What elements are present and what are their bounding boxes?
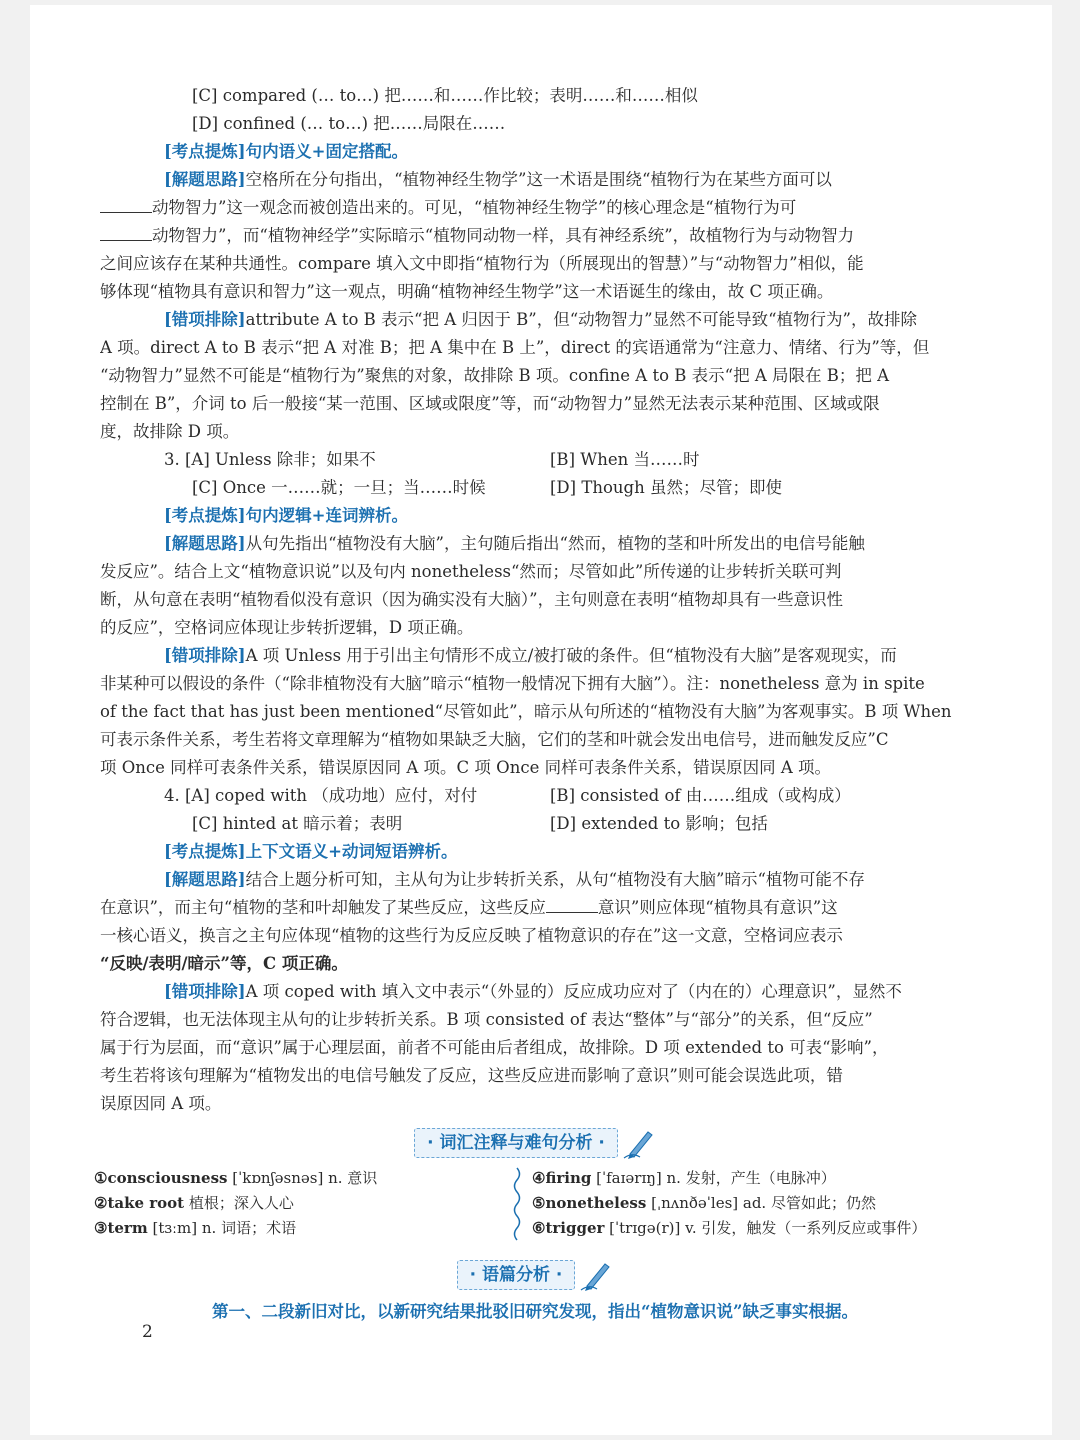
q3-option-c: [C] Once 一……就；一旦；当……时候 — [192, 478, 486, 497]
q2-cuoxiang-line-5: 度，故排除 D 项。 — [100, 422, 240, 441]
q4-jieti-line-1 — [100, 866, 970, 894]
jieti-tag: [解题思路] — [164, 170, 246, 189]
q4-jieti-line-2 — [100, 894, 970, 922]
cuoxiang-text: attribute A to B 表示“把 A 归因于 B”，但“动物智力”显然不可能导致“植物行为”，故排除 — [245, 310, 917, 329]
kaodian-tag: [考点提炼] — [164, 842, 246, 861]
q3-jieti-line-2: 发反应”。结合上文“植物意识说”以及句内 nonetheless“然而；尽管如此”所传递的让步转折关联可判 — [100, 562, 842, 581]
q4-jieti-line-4: “反映/表明/暗示”等，C 项正确。 — [100, 954, 348, 973]
q3-cuoxiang-line-3: of the fact that has just been mentioned“尽管如此”，暗示从句所述的“植物没有大脑”为客观事实。B 项 When — [100, 702, 952, 721]
q4-cuoxiang-line-1 — [100, 978, 970, 1006]
q4-kaodian — [100, 838, 970, 866]
vocab-def: [ˈtrɪgə(r)] v. 引发，触发（一系列反应或事件） — [604, 1219, 927, 1237]
vocab-left-column — [94, 1166, 502, 1250]
vocab-divider — [502, 1166, 532, 1250]
jieti-text: 从句先指出“植物没有大脑”，主句随后指出“然而，植物的茎和叶所发出的电信号能触 — [245, 534, 865, 553]
kaodian-tag: [考点提炼] — [164, 142, 246, 161]
vocab-item — [94, 1216, 502, 1241]
vocab-word: ④firing — [532, 1169, 592, 1187]
q4-option-b: [B] consisted of 由……组成（或构成） — [550, 786, 851, 805]
q3-option-a: 3. [A] Unless 除非；如果不 — [164, 450, 376, 469]
q2-jieti-line-4: 之间应该存在某种共通性。compare 填入文中即指“植物行为（所展现出的智慧）”与“动物智力”相似，能 — [100, 254, 864, 273]
q2-cuoxiang-line-1 — [100, 306, 970, 334]
q3-options-row-2 — [100, 474, 970, 502]
kaodian-text: 上下文语义+动词短语辨析。 — [245, 842, 458, 861]
jieti-tag: [解题思路] — [164, 534, 246, 553]
q3-jieti-line-4: 的反应”，空格词应体现让步转折逻辑，D 项正确。 — [100, 618, 474, 637]
kaodian-text: 句内逻辑+连词辨析。 — [245, 506, 408, 525]
q2-option-d: [D] confined (… to…) 把……局限在…… — [192, 114, 506, 133]
pen-icon — [622, 1126, 656, 1160]
jieti-text: 结合上题分析可知，主从句为让步转折关系，从句“植物没有大脑”暗示“植物可能不存 — [245, 870, 865, 889]
q3-option-b: [B] When 当……时 — [550, 450, 700, 469]
jieti-text: 在意识”，而主句“植物的茎和叶却触发了某些反应，这些反应 — [100, 898, 546, 917]
vocab-def: [ˈfaɪərɪŋ] n. 发射，产生（电脉冲） — [591, 1169, 836, 1187]
discourse-heading: · 语篇分析 · — [457, 1260, 576, 1290]
vocab-item — [532, 1166, 970, 1191]
q2-jieti-line-2 — [100, 194, 970, 222]
jieti-text: 动物智力”，而“植物神经学”实际暗示“植物同动物一样，具有神经系统”，故植物行为与动物智力 — [152, 226, 855, 245]
vocab-item — [532, 1191, 970, 1216]
q4-cuoxiang-line-2: 符合逻辑，也无法体现主从句的让步转折关系。B 项 consisted of 表达“整体”与“部分”的关系，但“反应” — [100, 1010, 873, 1029]
q2-cuoxiang-line-2: A 项。direct A to B 表示“把 A 对准 B；把 A 集中在 B 上”，direct 的宾语通常为“注意力、情绪、行为”等，但 — [100, 338, 930, 357]
vocab-word: ①consciousness — [94, 1169, 228, 1187]
vocab-word: ③term — [94, 1219, 148, 1237]
vocab-item — [532, 1216, 970, 1241]
q4-jieti-line-3: 一核心语义，换言之主句应体现“植物的这些行为反应反映了植物意识的存在”这一文意，空格词应表示 — [100, 926, 843, 945]
page-number: 2 — [142, 1322, 153, 1342]
vocab-word: ⑤nonetheless — [532, 1194, 647, 1212]
vocab-item — [94, 1191, 502, 1216]
q3-kaodian — [100, 502, 970, 530]
vocab-def: 植根；深入人心 — [184, 1194, 294, 1212]
q3-cuoxiang-line-2: 非某种可以假设的条件（“除非植物没有大脑”暗示“植物一般情况下拥有大脑”）。注：nonetheless 意为 in spite — [100, 674, 925, 693]
q3-cuoxiang-line-5: 项 Once 同样可表条件关系，错误原因同 A 项。C 项 Once 同样可表条件关系，错误原因同 A 项。 — [100, 758, 831, 777]
vocab-right-column — [532, 1166, 970, 1250]
kaodian-tag: [考点提炼] — [164, 506, 246, 525]
q4-cuoxiang-line-4: 考生若将该句理解为“植物发出的电信号触发了反应，这些反应进而影响了意识”则可能会误选此项，错 — [100, 1066, 843, 1085]
q2-kaodian — [100, 138, 970, 166]
vocab-list — [94, 1166, 970, 1250]
q3-option-d: [D] Though 虽然；尽管；即使 — [550, 478, 782, 497]
cuoxiang-text: A 项 coped with 填入文中表示“（外显的）反应成功应对了（内在的）心理意识”，显然不 — [245, 982, 902, 1001]
answer-blank — [100, 222, 152, 241]
q4-option-c: [C] hinted at 暗示着；表明 — [192, 814, 403, 833]
q2-jieti-line-3 — [100, 222, 970, 250]
vocab-word: ②take root — [94, 1194, 185, 1212]
jieti-tag: [解题思路] — [164, 870, 246, 889]
vocab-def: [ˈkɒnʃəsnəs] n. 意识 — [227, 1169, 378, 1187]
q4-options-row-1 — [100, 782, 970, 810]
page-content — [94, 82, 970, 1326]
jieti-text: 空格所在分句指出，“植物神经生物学”这一术语是围绕“植物行为在某些方面可以 — [245, 170, 832, 189]
vocab-word: ⑥trigger — [532, 1219, 605, 1237]
q2-cuoxiang-line-4: 控制在 B”，介词 to 后一般接“某一范围、区域或限度”等，而“动物智力”显然无法表示某种范围、区域或限 — [100, 394, 880, 413]
answer-blank — [100, 194, 152, 213]
q3-jieti-line-1 — [100, 530, 970, 558]
cuoxiang-tag: [错项排除] — [164, 310, 246, 329]
q2-jieti-line-1 — [100, 166, 970, 194]
q4-option-a: 4. [A] coped with （成功地）应付，对付 — [164, 786, 478, 805]
cuoxiang-text: A 项 Unless 用于引出主句情形不成立/被打破的条件。但“植物没有大脑”是客观现实，而 — [245, 646, 897, 665]
pen-icon — [579, 1258, 613, 1292]
answer-blank — [546, 894, 598, 913]
vocab-def: [ˌnʌnðəˈles] ad. 尽管如此；仍然 — [646, 1194, 876, 1212]
q3-cuoxiang-line-1 — [100, 642, 970, 670]
q4-cuoxiang-line-3: 属于行为层面，而“意识”属于心理层面，前者不可能由后者组成，故排除。D 项 extended to 可表“影响”， — [100, 1038, 889, 1057]
q3-cuoxiang-line-4: 可表示条件关系，考生若将文章理解为“植物如果缺乏大脑，它们的茎和叶就会发出电信号，进而触发反应”C — [100, 730, 889, 749]
q3-jieti-line-3: 断，从句意在表明“植物看似没有意识（因为确实没有大脑）”，主句则意在表明“植物却具有一些意识性 — [100, 590, 844, 609]
discourse-section-header — [100, 1258, 970, 1292]
jieti-text: 意识”则应体现“植物具有意识”这 — [597, 898, 838, 917]
q3-options-row-1 — [100, 446, 970, 474]
q2-option-c: [C] compared (… to…) 把……和……作比较；表明……和……相似 — [192, 86, 698, 105]
q4-options-row-2 — [100, 810, 970, 838]
cuoxiang-tag: [错项排除] — [164, 982, 246, 1001]
vocab-section-header — [100, 1126, 970, 1160]
wavy-divider-icon — [510, 1166, 524, 1241]
vocab-item — [94, 1166, 502, 1191]
q2-jieti-line-5: 够体现“植物具有意识和智力”这一观点，明确“植物神经生物学”这一术语诞生的缘由，故 C 项正确。 — [100, 282, 834, 301]
jieti-text: 动物智力”这一观念而被创造出来的。可见，“植物神经生物学”的核心理念是“植物行为可 — [152, 198, 797, 217]
cuoxiang-tag: [错项排除] — [164, 646, 246, 665]
discourse-summary: 第一、二段新旧对比，以新研究结果批驳旧研究发现，指出“植物意识说”缺乏事实根据。 — [212, 1302, 858, 1321]
q4-option-d: [D] extended to 影响；包括 — [550, 814, 768, 833]
vocab-heading: · 词汇注释与难句分析 · — [414, 1128, 618, 1158]
q4-cuoxiang-line-5: 误原因同 A 项。 — [100, 1094, 222, 1113]
vocab-def: [tɜːm] n. 词语；术语 — [147, 1219, 297, 1237]
q2-cuoxiang-line-3: “动物智力”显然不可能是“植物行为”聚焦的对象，故排除 B 项。confine A to B 表示“把 A 局限在 B；把 A — [100, 366, 890, 385]
kaodian-text: 句内语义+固定搭配。 — [245, 142, 408, 161]
